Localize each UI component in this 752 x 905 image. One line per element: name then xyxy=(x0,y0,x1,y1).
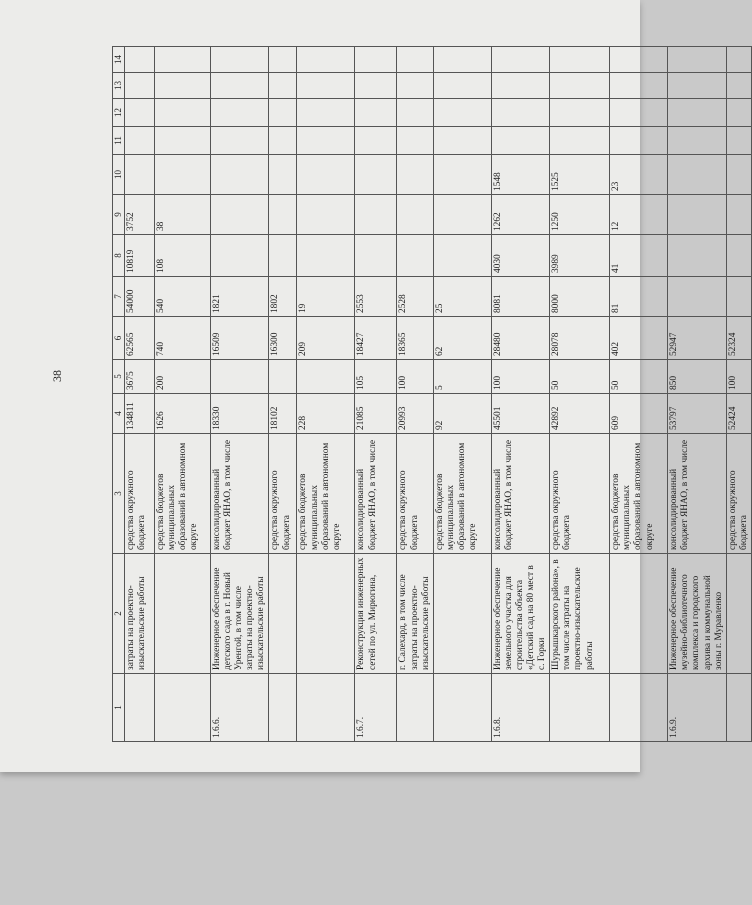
table-cell: 3752 xyxy=(125,195,155,235)
table-cell xyxy=(155,73,211,99)
rotated-table-container xyxy=(112,47,749,742)
table-cell xyxy=(355,195,397,235)
table-cell xyxy=(491,127,549,155)
table-cell: средства бюджетов муниципальных образований в автономном округе xyxy=(297,434,355,554)
table-cell xyxy=(211,235,269,277)
table-cell xyxy=(550,73,610,99)
table-cell xyxy=(397,99,433,127)
table-cell xyxy=(269,155,297,195)
table-cell: 28078 xyxy=(550,317,610,360)
table-cell xyxy=(155,554,211,674)
table-cell xyxy=(550,127,610,155)
table-cell: 540 xyxy=(155,277,211,317)
table-cell xyxy=(125,99,155,127)
table-cell xyxy=(397,195,433,235)
table-cell: средства бюджетов муниципальных образований в автономном округе xyxy=(155,434,211,554)
table-cell xyxy=(397,73,433,99)
table-cell: 42892 xyxy=(550,394,610,434)
table-cell xyxy=(269,47,297,73)
table-cell: средства бюджетов муниципальных образований в автономном округе xyxy=(433,434,491,554)
table-cell xyxy=(726,674,751,742)
table-cell xyxy=(269,235,297,277)
table-cell xyxy=(297,47,355,73)
table-cell xyxy=(269,360,297,394)
table-cell xyxy=(610,47,668,73)
table-cell: 18330 xyxy=(211,394,269,434)
table-row xyxy=(355,47,397,742)
table-cell xyxy=(297,155,355,195)
table-row xyxy=(125,47,155,742)
table-cell: 52424 xyxy=(726,394,751,434)
table-cell: 50 xyxy=(610,360,668,394)
table-cell xyxy=(355,235,397,277)
table-cell: 1802 xyxy=(269,277,297,317)
table-cell: 18102 xyxy=(269,394,297,434)
table-cell xyxy=(726,277,751,317)
table-cell: средства окружного бюджета xyxy=(397,434,433,554)
table-row xyxy=(726,47,751,742)
table-cell: 12 xyxy=(610,195,668,235)
table-cell xyxy=(397,235,433,277)
table-cell: 609 xyxy=(610,394,668,434)
table-cell xyxy=(726,155,751,195)
table-cell: 3989 xyxy=(550,235,610,277)
table-cell: 25 xyxy=(433,277,491,317)
table-cell: 108 xyxy=(155,235,211,277)
table-cell xyxy=(726,195,751,235)
table-cell xyxy=(668,73,726,99)
table-cell xyxy=(433,155,491,195)
table-cell xyxy=(491,99,549,127)
table-cell: 18427 xyxy=(355,317,397,360)
column-header: 8 xyxy=(113,235,125,277)
table-cell: 8081 xyxy=(491,277,549,317)
table-cell: 41 xyxy=(610,235,668,277)
column-header: 2 xyxy=(113,554,125,674)
table-cell: 3675 xyxy=(125,360,155,394)
table-cell xyxy=(297,235,355,277)
column-header: 12 xyxy=(113,99,125,127)
table-cell xyxy=(726,554,751,674)
table-cell: средства окружного бюджета xyxy=(550,434,610,554)
page-number: 38 xyxy=(50,370,64,382)
table-cell xyxy=(155,674,211,742)
table-cell xyxy=(433,127,491,155)
table-cell: 402 xyxy=(610,317,668,360)
table-cell: 16300 xyxy=(269,317,297,360)
table-cell xyxy=(397,674,433,742)
column-header: 9 xyxy=(113,195,125,235)
table-cell: 200 xyxy=(155,360,211,394)
table-cell xyxy=(297,73,355,99)
table-cell: 45501 xyxy=(491,394,549,434)
table-cell xyxy=(433,99,491,127)
table-cell xyxy=(726,47,751,73)
table-cell xyxy=(550,99,610,127)
table-cell: 228 xyxy=(297,394,355,434)
table-cell: 100 xyxy=(491,360,549,394)
table-cell: 81 xyxy=(610,277,668,317)
table-cell: 21085 xyxy=(355,394,397,434)
table-cell xyxy=(491,47,549,73)
table-cell xyxy=(269,554,297,674)
table-row xyxy=(155,47,211,742)
table-cell: 54000 xyxy=(125,277,155,317)
table-cell xyxy=(668,99,726,127)
table-cell xyxy=(269,99,297,127)
table-cell xyxy=(726,73,751,99)
table-cell xyxy=(610,127,668,155)
table-cell xyxy=(297,554,355,674)
table-cell: 100 xyxy=(397,360,433,394)
table-cell: средства окружного бюджета xyxy=(269,434,297,554)
table-cell: Инженерное обеспечение детского сада в г. Новый Уренгой, в том числе затраты на проектно-изыскательские работы xyxy=(211,554,269,674)
table-cell: 105 xyxy=(355,360,397,394)
table-cell xyxy=(726,99,751,127)
table-cell: 50 xyxy=(550,360,610,394)
table-cell xyxy=(355,47,397,73)
column-header: 14 xyxy=(113,47,125,73)
table-cell xyxy=(155,155,211,195)
table-row xyxy=(211,47,269,742)
table-cell: 1525 xyxy=(550,155,610,195)
table-cell: 53797 xyxy=(668,394,726,434)
table-row xyxy=(269,47,297,742)
table-cell xyxy=(155,99,211,127)
table-cell xyxy=(433,554,491,674)
table-cell xyxy=(610,674,668,742)
table-cell: 92 xyxy=(433,394,491,434)
table-cell xyxy=(125,155,155,195)
table-row xyxy=(610,47,668,742)
table-cell: консолидированный бюджет ЯНАО, в том числе xyxy=(491,434,549,554)
table-cell: 18365 xyxy=(397,317,433,360)
table-cell xyxy=(397,47,433,73)
table-cell xyxy=(610,554,668,674)
table-cell: консолидированный бюджет ЯНАО, в том числе xyxy=(211,434,269,554)
table-cell xyxy=(269,127,297,155)
table-cell xyxy=(125,127,155,155)
table-cell: 1.6.7. xyxy=(355,674,397,742)
column-header: 10 xyxy=(113,155,125,195)
table-cell: 1626 xyxy=(155,394,211,434)
table-cell xyxy=(668,277,726,317)
table-cell xyxy=(726,235,751,277)
table-cell: 850 xyxy=(668,360,726,394)
table-cell: Реконструкция инженерных сетей по ул. Мирюгина, xyxy=(355,554,397,674)
column-header: 5 xyxy=(113,360,125,394)
table-cell xyxy=(397,155,433,195)
table-cell: 209 xyxy=(297,317,355,360)
table-cell xyxy=(125,47,155,73)
table-cell: 740 xyxy=(155,317,211,360)
table-cell xyxy=(211,99,269,127)
table-cell: 20993 xyxy=(397,394,433,434)
table-cell: 1.6.8. xyxy=(491,674,549,742)
table-row xyxy=(397,47,433,742)
table-cell: средства бюджетов муниципальных образований в автономном округе xyxy=(610,434,668,554)
table-cell: 1250 xyxy=(550,195,610,235)
table-row xyxy=(550,47,610,742)
table-cell xyxy=(269,195,297,235)
table-header-row xyxy=(113,47,125,742)
budget-table xyxy=(112,46,752,742)
column-header: 11 xyxy=(113,127,125,155)
table-cell: 23 xyxy=(610,155,668,195)
column-header: 13 xyxy=(113,73,125,99)
table-cell: Шурышкарского района», в том числе затраты на проектно-изыскательские работы xyxy=(550,554,610,674)
table-cell xyxy=(610,73,668,99)
table-cell xyxy=(297,360,355,394)
table-cell: 2528 xyxy=(397,277,433,317)
table-cell: 19 xyxy=(297,277,355,317)
table-cell xyxy=(297,127,355,155)
table-cell xyxy=(433,674,491,742)
column-header: 7 xyxy=(113,277,125,317)
table-cell: 62 xyxy=(433,317,491,360)
table-cell xyxy=(668,195,726,235)
table-cell xyxy=(668,127,726,155)
table-cell: затраты на проектно-изыскательские работы xyxy=(125,554,155,674)
table-cell xyxy=(211,155,269,195)
table-cell: 38 xyxy=(155,195,211,235)
table-row xyxy=(297,47,355,742)
table-cell: Инженерное обеспечение музейно-библиотечного комплекса и городского архива и коммунальной зоны г. Муравленко xyxy=(668,554,726,674)
table-cell: 1.6.9. xyxy=(668,674,726,742)
table-cell xyxy=(355,155,397,195)
table-cell: 62565 xyxy=(125,317,155,360)
table-cell xyxy=(550,674,610,742)
table-cell: 10819 xyxy=(125,235,155,277)
table-cell xyxy=(211,127,269,155)
table-cell xyxy=(297,195,355,235)
table-cell xyxy=(211,47,269,73)
table-cell: 16509 xyxy=(211,317,269,360)
table-cell: 1548 xyxy=(491,155,549,195)
table-cell xyxy=(668,47,726,73)
table-cell: 52947 xyxy=(668,317,726,360)
table-cell: 2553 xyxy=(355,277,397,317)
table-cell xyxy=(125,674,155,742)
table-cell xyxy=(726,127,751,155)
table-cell: 28480 xyxy=(491,317,549,360)
table-cell: 1.6.6. xyxy=(211,674,269,742)
table-cell xyxy=(155,47,211,73)
table-cell xyxy=(433,47,491,73)
table-cell xyxy=(610,99,668,127)
table-cell xyxy=(269,73,297,99)
table-cell: средства окружного бюджета xyxy=(125,434,155,554)
table-cell xyxy=(155,127,211,155)
table-cell: 100 xyxy=(726,360,751,394)
table-cell xyxy=(297,99,355,127)
table-cell: 134811 xyxy=(125,394,155,434)
table-cell: 8000 xyxy=(550,277,610,317)
table-cell xyxy=(355,99,397,127)
table-cell xyxy=(668,155,726,195)
table-row xyxy=(433,47,491,742)
table-cell xyxy=(269,674,297,742)
table-cell: 1262 xyxy=(491,195,549,235)
table-cell xyxy=(491,73,549,99)
table-cell xyxy=(355,73,397,99)
table-cell xyxy=(211,360,269,394)
table-cell: 52324 xyxy=(726,317,751,360)
table-cell: г. Салехард, в том числе затраты на проектно-изыскательские работы xyxy=(397,554,433,674)
table-cell xyxy=(550,47,610,73)
column-header: 3 xyxy=(113,434,125,554)
column-header: 1 xyxy=(113,674,125,742)
table-cell xyxy=(211,73,269,99)
table-cell: 5 xyxy=(433,360,491,394)
table-row xyxy=(668,47,726,742)
table-cell xyxy=(668,235,726,277)
table-cell: Инженерное обеспечение земельного участка для строительства объекта «Детский сад на 80 мест в с. Горки xyxy=(491,554,549,674)
table-cell xyxy=(355,127,397,155)
table-cell: 1821 xyxy=(211,277,269,317)
table-row xyxy=(491,47,549,742)
table-cell: консолидированный бюджет ЯНАО, в том числе xyxy=(355,434,397,554)
table-cell xyxy=(397,127,433,155)
table-cell xyxy=(433,195,491,235)
table-cell xyxy=(211,195,269,235)
table-cell: средства окружного бюджета xyxy=(726,434,751,554)
table-cell: консолидированный бюджет ЯНАО, в том числе xyxy=(668,434,726,554)
table-cell xyxy=(433,235,491,277)
column-header: 4 xyxy=(113,394,125,434)
table-cell xyxy=(297,674,355,742)
table-cell xyxy=(125,73,155,99)
column-header: 6 xyxy=(113,317,125,360)
table-cell: 4030 xyxy=(491,235,549,277)
table-cell xyxy=(433,73,491,99)
